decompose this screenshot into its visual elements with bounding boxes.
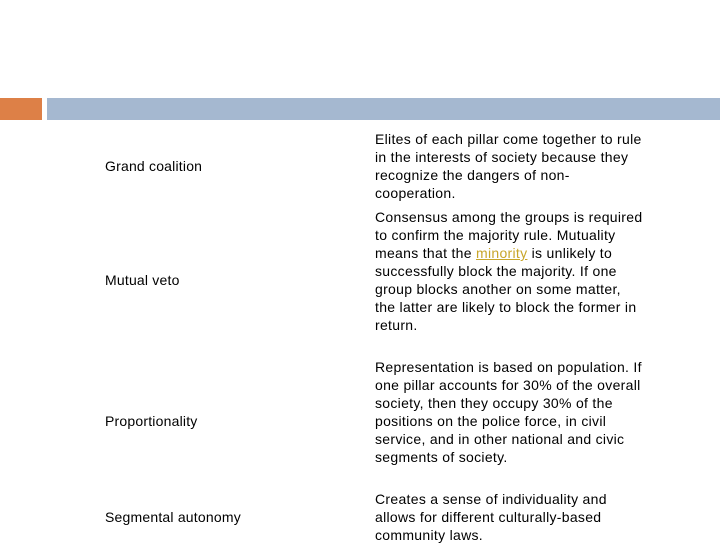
definition-text-after: is unlikely to successfully block the majority. If one group blocks another on some matter, the latter are likely to block the former in return. (375, 245, 637, 333)
term-segmental-autonomy: Segmental autonomy (105, 509, 241, 525)
term-grand-coalition: Grand coalition (105, 158, 203, 174)
definition-mutual-veto (375, 208, 645, 334)
header-bar (47, 98, 720, 120)
term-proportionality: Proportionality (105, 413, 198, 429)
minority-link[interactable]: minority (476, 245, 528, 261)
definition-text-before: Consensus among the groups is required to confirm the majority rule. Mutuality means that the (375, 209, 643, 261)
definition-grand-coalition: Elites of each pillar come together to rule in the interests of society because they recognize the dangers of non-cooperation. (375, 131, 642, 201)
accent-bar (0, 98, 42, 120)
definition-proportionality: Representation is based on population. If one pillar accounts for 30% of the overall society, then they occupy 30% of the positions on the police force, in civil service, and in other national and civic segments of society. (375, 359, 642, 465)
term-mutual-veto: Mutual veto (105, 272, 180, 288)
definition-segmental-autonomy: Creates a sense of individuality and allows for different culturally-based community laws. (375, 491, 607, 543)
